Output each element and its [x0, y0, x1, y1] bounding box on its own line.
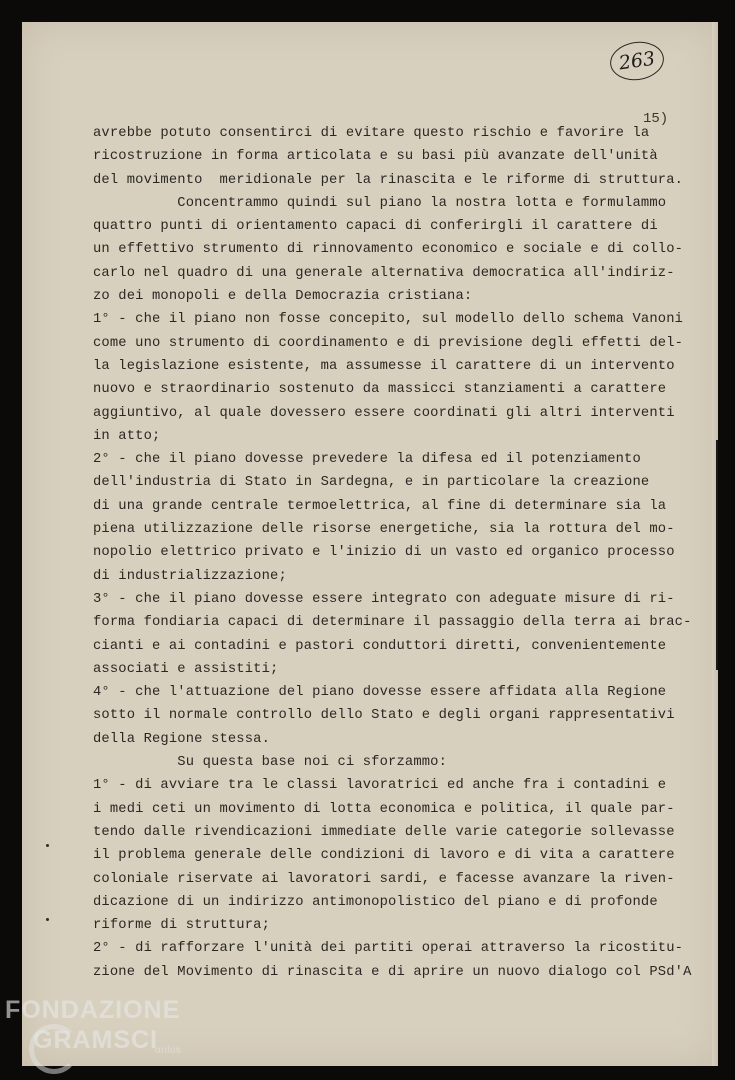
text-line: nopolio elettrico privato e l'inizio di un vasto ed organico processo	[93, 545, 675, 561]
text-line: carlo nel quadro di una generale alternativa democratica all'indiriz-	[93, 265, 675, 281]
text-line: 3° - che il piano dovesse essere integrato con adeguate misure di ri-	[93, 591, 675, 607]
text-line: riforme di struttura;	[93, 918, 271, 934]
watermark-line2: GRAMSCI	[33, 1026, 159, 1054]
text-line: dell'industria di Stato in Sardegna, e in particolare la creazione	[93, 475, 650, 491]
text-line: Su questa base noi ci sforzammo:	[93, 755, 448, 771]
text-line: tendo dalle rivendicazioni immediate delle varie categorie sollevasse	[93, 824, 675, 840]
text-line: del movimento meridionale per la rinascita e le riforme di struttura.	[93, 172, 684, 188]
text-line: come uno strumento di coordinamento e di previsione degli effetti del-	[93, 335, 684, 351]
text-line: di una grande centrale termoelettrica, al fine di determinare sia la	[93, 498, 667, 514]
text-line: 2° - di rafforzare l'unità dei partiti operai attraverso la ricostitu-	[93, 941, 684, 957]
text-line: 4° - che l'attuazione del piano dovesse essere affidata alla Regione	[93, 685, 667, 701]
typewritten-body	[93, 122, 693, 984]
text-line: Concentrammo quindi sul piano la nostra lotta e formulammo	[93, 195, 667, 211]
text-line: in atto;	[93, 428, 161, 444]
margin-mark	[46, 918, 49, 921]
text-line: ricostruzione in forma articolata e su basi più avanzate dell'unità	[93, 149, 658, 165]
text-line: dicazione di un indirizzo antimonopolistico del piano e di profonde	[93, 894, 658, 910]
text-line: il problema generale delle condizioni di lavoro e di vita a carattere	[93, 848, 675, 864]
text-line: piena utilizzazione delle risorse energetiche, sia la rottura del mo-	[93, 522, 675, 538]
text-line: un effettivo strumento di rinnovamento economico e sociale e di collo-	[93, 242, 684, 258]
text-line: zione del Movimento di rinascita e di aprire un nuovo dialogo col PSd'A	[93, 964, 692, 980]
watermark-line1: FONDAZIONE	[5, 996, 181, 1024]
watermark-sub: onlus	[155, 1045, 182, 1056]
text-line: zo dei monopoli e della Democrazia cristiana:	[93, 289, 473, 305]
page-binding-edge	[716, 440, 718, 670]
text-line: nuovo e straordinario sostenuto da massicci stanziamenti a carattere	[93, 382, 667, 398]
text-line: la legislazione esistente, ma assumesse il carattere di un intervento	[93, 358, 675, 374]
text-line: quattro punti di orientamento capaci di conferirgli il carattere di	[93, 219, 658, 235]
text-line: avrebbe potuto consentirci di evitare questo rischio e favorire la	[93, 126, 650, 141]
text-line: coloniale riservate ai lavoratori sardi, e facesse avanzare la riven-	[93, 871, 675, 887]
text-line: forma fondiaria capaci di determinare il passaggio della terra ai brac-	[93, 615, 692, 631]
text-line: della Regione stessa.	[93, 731, 271, 747]
text-line: aggiuntivo, al quale dovessero essere coordinati gli altri interventi	[93, 405, 675, 421]
text-line: associati e assistiti;	[93, 661, 279, 677]
text-line: 1° - di avviare tra le classi lavoratrici ed anche fra i contadini e	[93, 778, 667, 794]
text-line: di industrializzazione;	[93, 568, 287, 584]
archive-number: 263	[617, 47, 657, 75]
margin-mark	[46, 844, 49, 847]
fondazione-gramsci-watermark	[5, 996, 182, 1056]
page-number: 15)	[643, 111, 669, 127]
text-line: i medi ceti un movimento di lotta economica e politica, il quale par-	[93, 801, 675, 817]
text-line: 1° - che il piano non fosse concepito, sul modello dello schema Vanoni	[93, 312, 684, 328]
text-line: sotto il normale controllo dello Stato e degli organi rappresentativi	[93, 708, 675, 724]
text-line: 2° - che il piano dovesse prevedere la difesa ed il potenziamento	[93, 452, 641, 468]
text-line: cianti e ai contadini e pastori conduttori diretti, convenientemente	[93, 638, 667, 654]
